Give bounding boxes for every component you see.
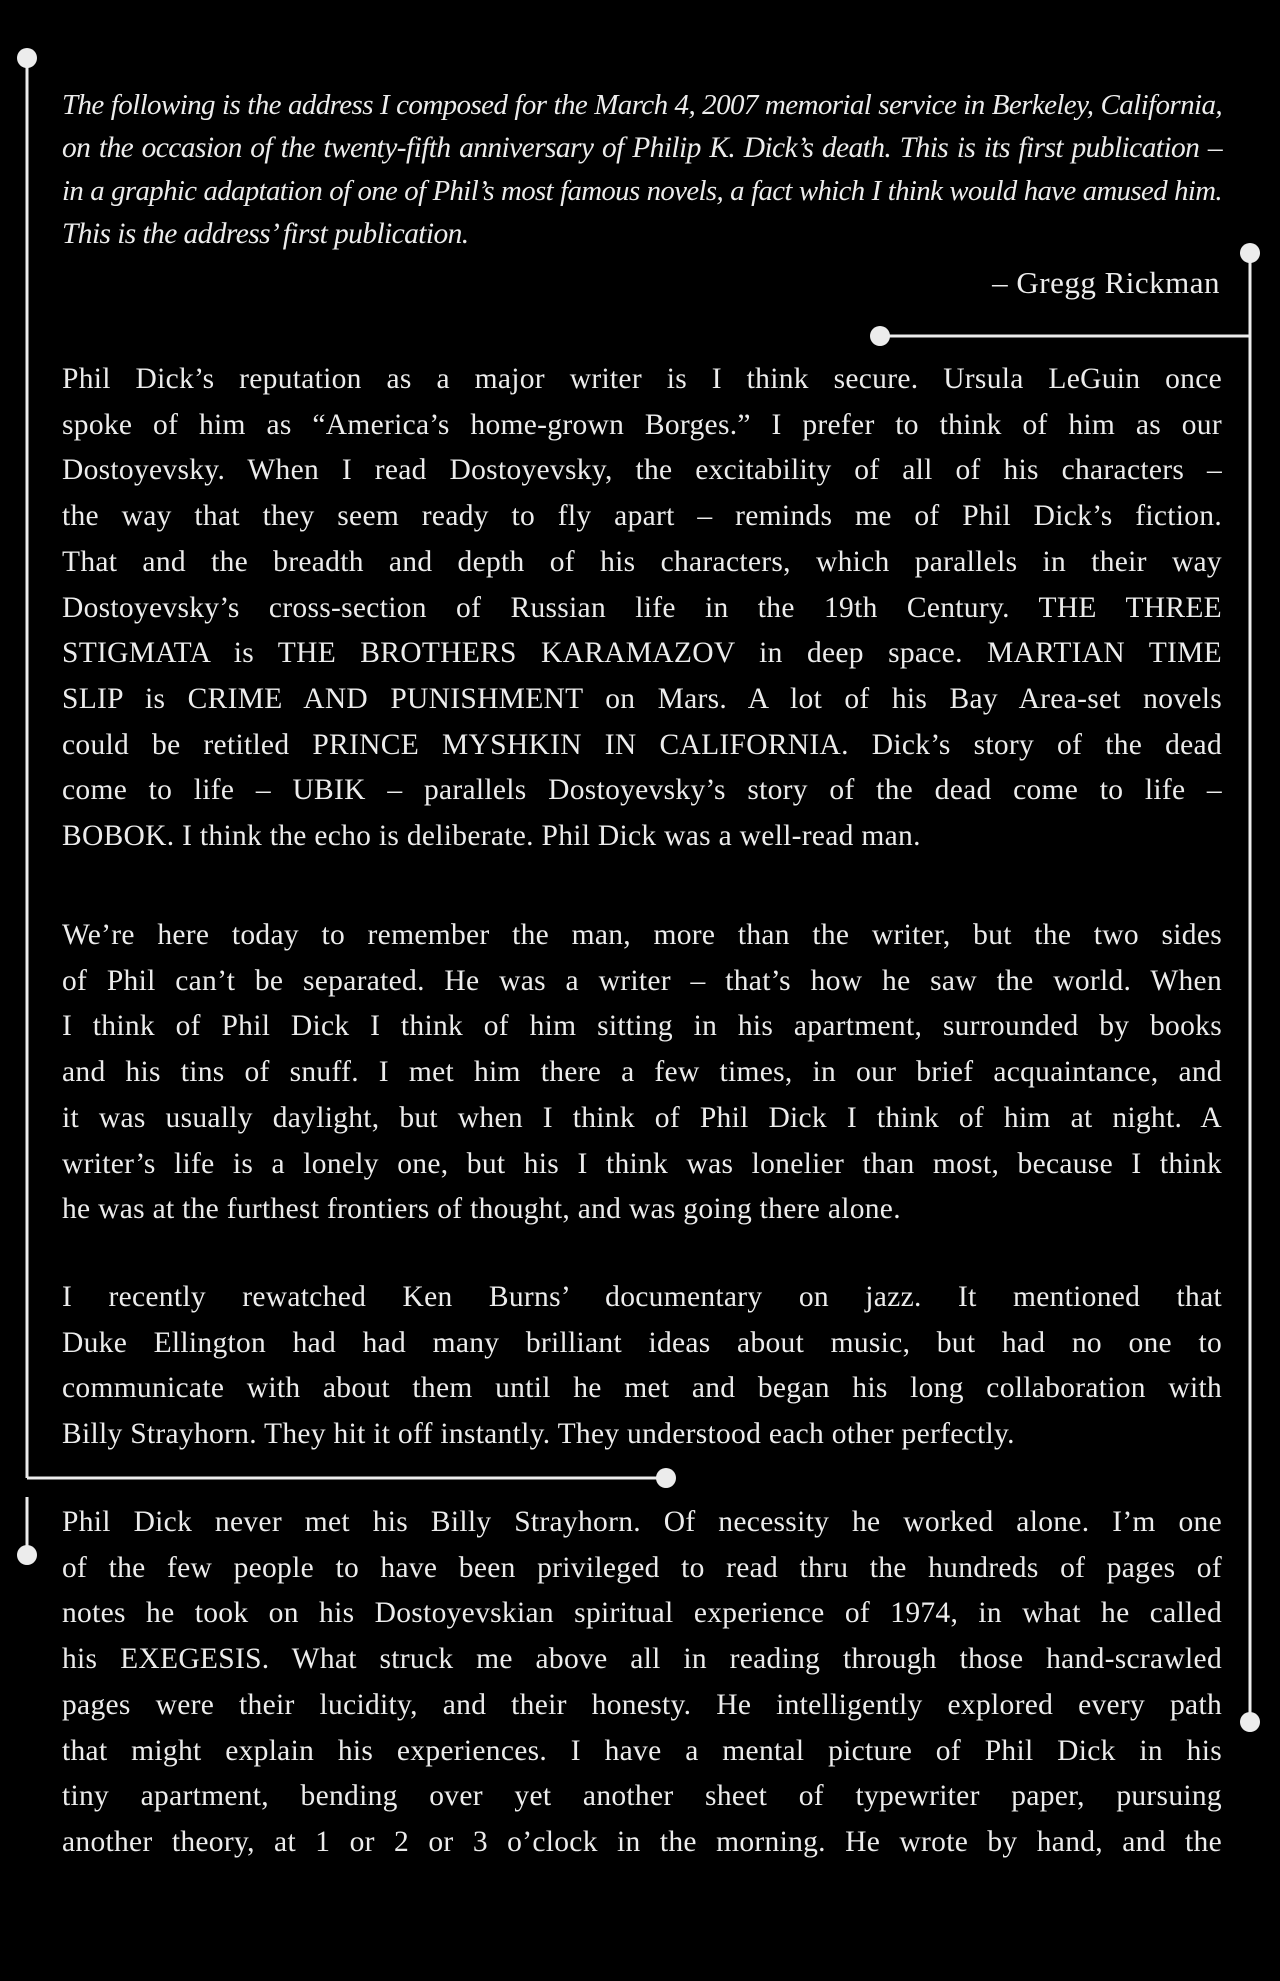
text-line: spoke of him as “America’s home-grown Borges.” I prefer to think of him as our: [62, 408, 1222, 441]
paragraph: [62, 1500, 1222, 1866]
text-line: communicate with about them until he met and began his long collaboration with: [62, 1372, 1222, 1405]
intro-line: in a graphic adaptation of one of Phil’s most famous novels, a fact which I think would have amused him.: [62, 175, 1222, 207]
author-signature: – Gregg Rickman: [992, 265, 1220, 300]
text-line: of Phil can’t be separated. He was a writer – that’s how he saw the world. When: [62, 964, 1222, 997]
paragraph: [62, 1275, 1222, 1458]
text-line: I recently rewatched Ken Burns’ documentary on jazz. It mentioned that: [62, 1281, 1222, 1313]
text-line: STIGMATA is THE BROTHERS KARAMAZOV in deep space. MARTIAN TIME: [62, 637, 1222, 670]
text-line: it was usually daylight, but when I think of Phil Dick I think of him at night. A: [62, 1101, 1222, 1134]
text-line: the way that they seem ready to fly apart – reminds me of Phil Dick’s fiction.: [62, 500, 1222, 533]
text-line: his EXEGESIS. What struck me above all in reading through those hand-scrawled: [62, 1643, 1222, 1676]
text-line: notes he took on his Dostoyevskian spiritual experience of 1974, in what he called: [62, 1597, 1222, 1630]
text-line: We’re here today to remember the man, more than the writer, but the two sides: [62, 919, 1222, 951]
text-line: come to life – UBIK – parallels Dostoyevsky’s story of the dead come to life –: [62, 774, 1222, 807]
text-line: Phil Dick never met his Billy Strayhorn. Of necessity he worked alone. I’m one: [62, 1506, 1222, 1538]
text-line: That and the breadth and depth of his characters, which parallels in their way: [62, 545, 1222, 578]
text-line: of the few people to have been privileged to read thru the hundreds of pages of: [62, 1551, 1222, 1584]
right-bottom-node-icon: [1240, 1712, 1260, 1732]
text-line: could be retitled PRINCE MYSHKIN IN CALIFORNIA. Dick’s story of the dead: [62, 728, 1222, 761]
text-line: SLIP is CRIME AND PUNISHMENT on Mars. A lot of his Bay Area-set novels: [62, 682, 1222, 715]
text-line: Dostoyevsky’s cross-section of Russian life in the 19th Century. THE THREE: [62, 591, 1222, 624]
text-line: Phil Dick’s reputation as a major writer is I think secure. Ursula LeGuin once: [62, 363, 1222, 395]
intro-note: [62, 84, 1222, 256]
text-line: that might explain his experiences. I have a mental picture of Phil Dick in his: [62, 1734, 1222, 1767]
intro-line: This is the address’ first publication.: [62, 218, 469, 250]
paragraph: [62, 357, 1222, 860]
bottom-left-node-icon: [17, 1545, 37, 1565]
intro-line: The following is the address I composed for the March 4, 2007 memorial service in Berkeley, California,: [62, 89, 1222, 121]
text-line: Dostoyevsky. When I read Dostoyevsky, the excitability of all of his characters –: [62, 454, 1222, 487]
paragraph: [62, 913, 1222, 1233]
text-line: I think of Phil Dick I think of him sitting in his apartment, surrounded by books: [62, 1010, 1222, 1043]
right-connector-node-icon: [870, 326, 890, 346]
text-line: pages were their lucidity, and their honesty. He intelligently explored every path: [62, 1688, 1222, 1721]
text-line: another theory, at 1 or 2 or 3 o’clock in the morning. He wrote by hand, and the: [62, 1825, 1222, 1858]
text-line: tiny apartment, bending over yet another sheet of typewriter paper, pursuing: [62, 1780, 1222, 1813]
text-line: he was at the furthest frontiers of thought, and was going there alone.: [62, 1193, 901, 1226]
intro-line: on the occasion of the twenty-fifth anniversary of Philip K. Dick’s death. This is its first publication –: [62, 132, 1222, 164]
text-line: writer’s life is a lonely one, but his I think was lonelier than most, because I think: [62, 1147, 1222, 1180]
text-line: Billy Strayhorn. They hit it off instantly. They understood each other perfectly.: [62, 1418, 1015, 1451]
text-line: Duke Ellington had had many brilliant ideas about music, but had no one to: [62, 1326, 1222, 1359]
text-line: BOBOK. I think the echo is deliberate. Phil Dick was a well-read man.: [62, 820, 921, 853]
middle-connector-node-icon: [656, 1468, 676, 1488]
top-left-node-icon: [17, 48, 37, 68]
right-top-node-icon: [1240, 243, 1260, 263]
text-line: and his tins of snuff. I met him there a few times, in our brief acquaintance, and: [62, 1056, 1222, 1089]
